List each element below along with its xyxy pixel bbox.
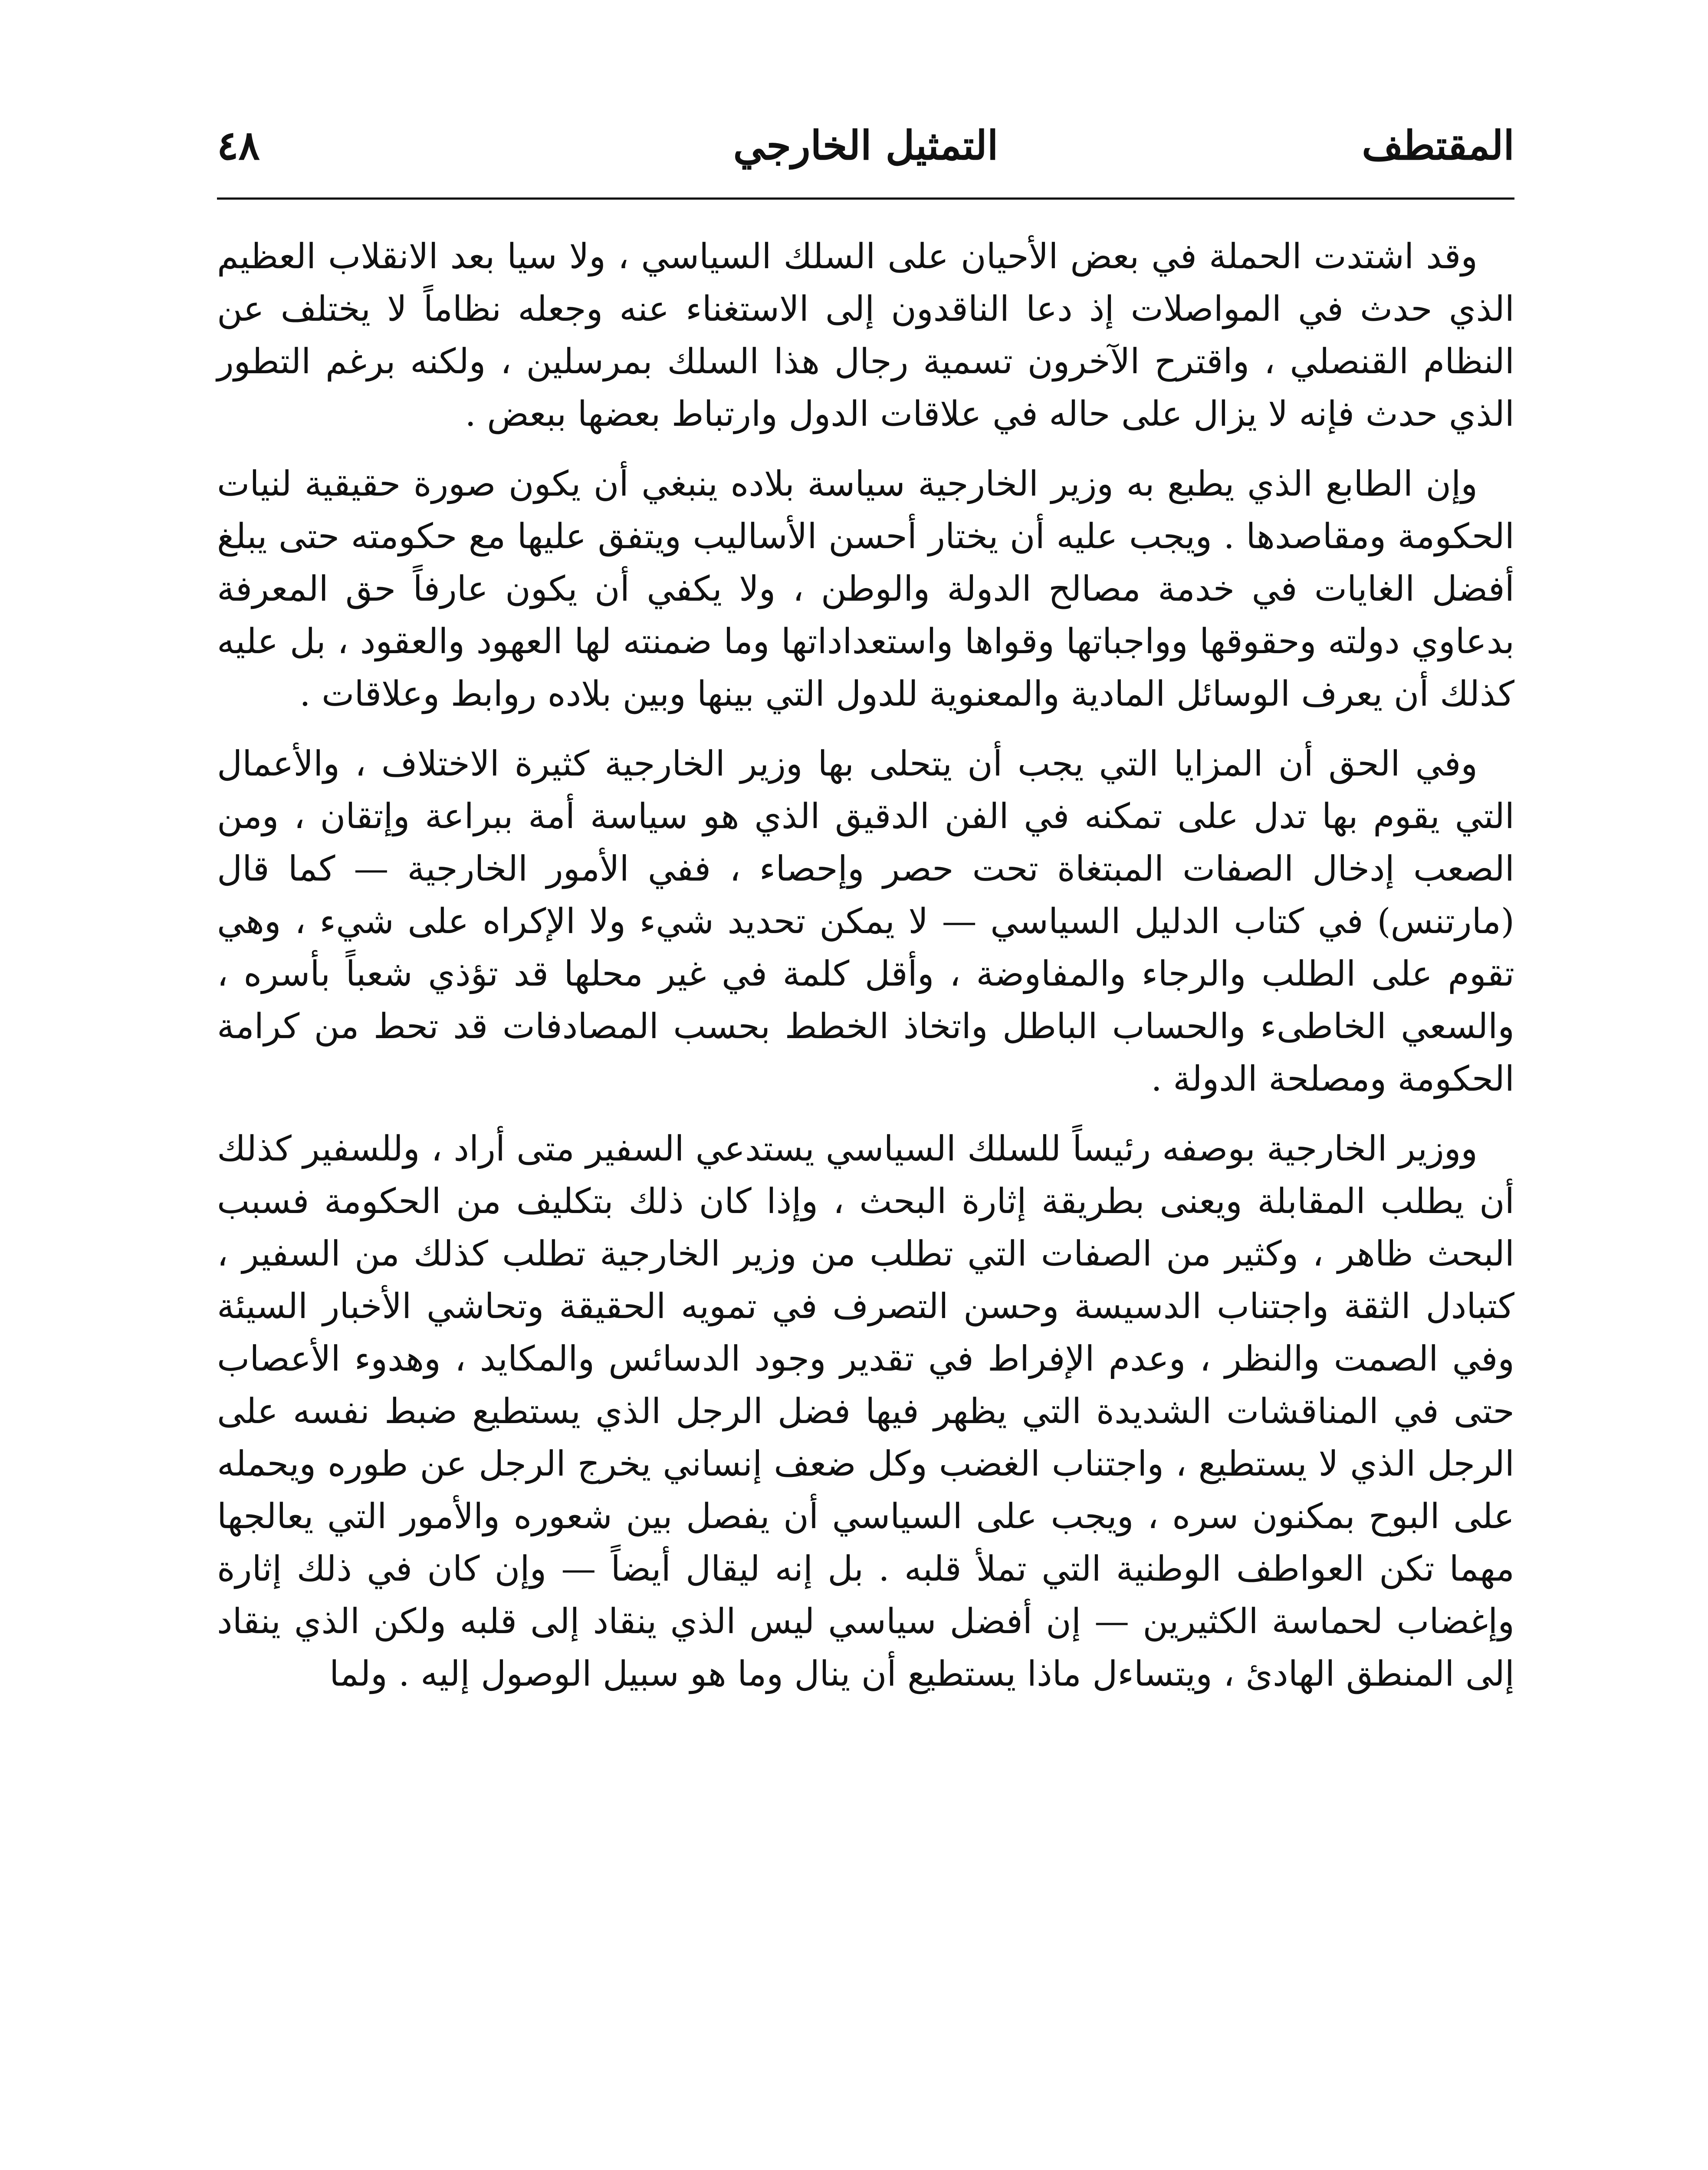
running-title: التمثيل الخارجي xyxy=(733,122,999,169)
paragraph-4: ووزير الخارجية بوصفه رئيساً للسلك السياسي يستدعي السفير متى أراد ، وللسفير كذلك أن يطلب المقابلة ويعنى بطريقة إثارة البحث ، وإذا كان ذلك بتكليف من الحكومة فسبب البحث ظاهر ، وكثير من الصفات التي تطلب من وزير الخارجية تطلب كذلك من السفير ، كتبادل الثقة واجتناب الدسيسة وحسن التصرف في تمويه الحقيقة وتحاشي الأخبار السيئة وفي الصمت والنظر ، وعدم الإفراط في تقدير وجود الدسائس والمكايد ، وهدوء الأعصاب حتى في المناقشات الشديدة التي يظهر فيها فضل الرجل الذي يستطيع ضبط نفسه على الرجل الذي لا يستطيع ، واجتناب الغضب وكل ضعف إنساني يخرج الرجل عن طوره ويحمله على البوح بمكنون سره ، ويجب على السياسي أن يفصل بين شعوره والأمور التي يعالجها مهما تكن العواطف الوطنية التي تملأ قلبه . بل إنه ليقال أيضاً — وإن كان في ذلك إثارة وإغضاب لحماسة الكثيرين — إن أفضل سياسي ليس الذي ينقاد إلى قلبه ولكن الذي ينقاد إلى المنطق الهادئ ، ويتساءل ماذا يستطيع أن ينال وما هو سبيل الوصول إليه . ولما xyxy=(217,1128,1515,1694)
page-number: ٤٨ xyxy=(217,122,260,169)
page-header xyxy=(217,117,1514,187)
header-rule xyxy=(217,197,1514,200)
paragraph-3: وفي الحق أن المزايا التي يجب أن يتحلى بها وزير الخارجية كثيرة الاختلاف ، والأعمال التي يقوم بها تدل على تمكنه في الفن الدقيق الذي هو سياسة أمة ببراعة وإتقان ، ومن الصعب إدخال الصفات المبتغاة تحت حصر وإحصاء ، ففي الأمور الخارجية — كما قال (مارتنس) في كتاب الدليل السياسي — لا يمكن تحديد شيء ولا الإكراه على شيء ، وهي تقوم على الطلب والرجاء والمفاوضة ، وأقل كلمة في غير محلها قد تؤذي شعباً بأسره ، والسعي الخاطىء والحساب الباطل واتخاذ الخطط بحسب المصادفات قد تحط من كرامة الحكومة ومصلحة الدولة . xyxy=(217,743,1514,1099)
journal-name: المقتطف xyxy=(1362,122,1514,169)
paragraph-2: وإن الطابع الذي يطبع به وزير الخارجية سياسة بلاده ينبغي أن يكون صورة حقيقية لنيات الحكومة ومقاصدها . ويجب عليه أن يختار أحسن الأساليب ويتفق عليها مع حكومته حتى يبلغ أفضل الغايات في خدمة مصالح الدولة والوطن ، ولا يكفي أن يكون عارفاً حق المعرفة بدعاوي دولته وحقوقها وواجباتها وقواها واستعداداتها وما ضمنته لها العهود والعقود ، بل عليه كذلك أن يعرف الوسائل المادية والمعنوية للدول التي بينها وبين بلاده روابط وعلاقات . xyxy=(217,464,1515,714)
paragraph-1: وقد اشتدت الحملة في بعض الأحيان على السلك السياسي ، ولا سيا بعد الانقلاب العظيم الذي حدث في المواصلات إذ دعا الناقدون إلى الاستغناء عنه وجعله نظاماً لا يختلف عن النظام القنصلي ، واقترح الآخرون تسمية رجال هذا السلك بمرسلين ، ولكنه برغم التطور الذي حدث فإنه لا يزال على حاله في علاقات الدول وارتباط بعضها ببعض . xyxy=(217,236,1515,434)
article-body xyxy=(217,230,1514,2170)
